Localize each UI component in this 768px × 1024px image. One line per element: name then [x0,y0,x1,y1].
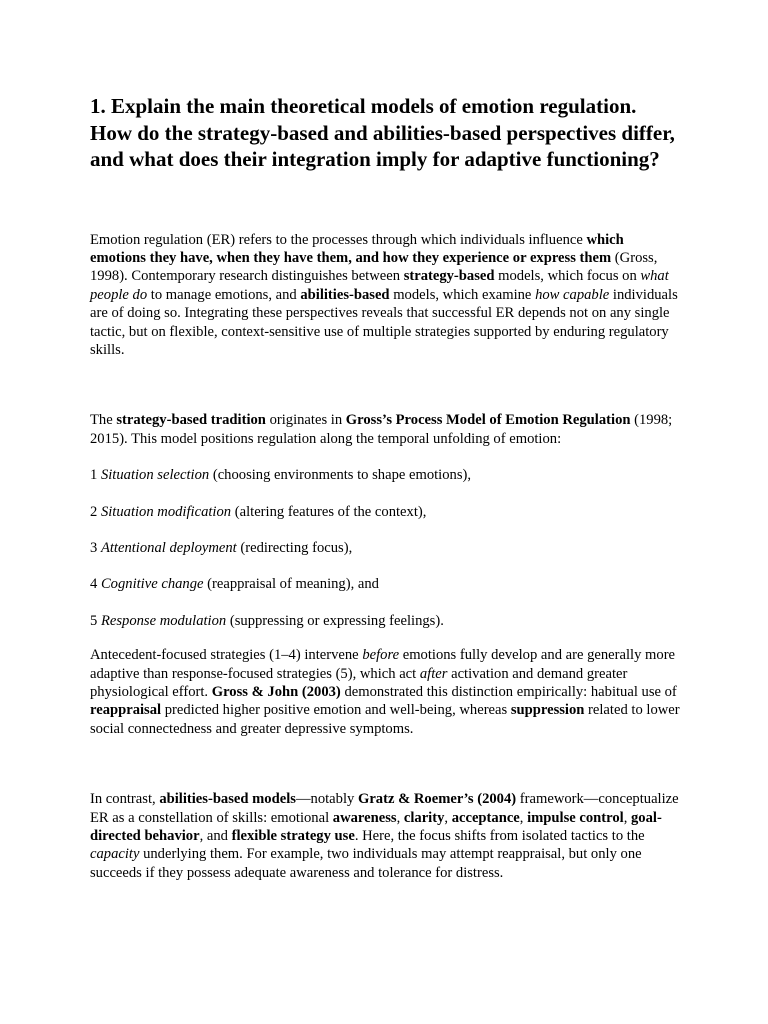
text-run: activation and demand greater physiological effort. [90,665,628,700]
text-run: originates in [265,412,346,429]
bold-run: goal-directed behavior [90,809,662,845]
step-name: Situation selection [100,467,210,484]
bold-run: reappraisal [90,702,162,719]
abilities-paragraph [90,790,682,882]
bold-run: strategy-based tradition [116,412,266,429]
text-run: Antecedent-focused strategies (1–4) intervene [90,647,363,664]
text-run: Emotion regulation (ER) refers to the processes through which individuals influence [90,231,587,248]
italic-run: how capable [535,286,610,303]
step-number: 4 [90,576,101,593]
bold-run: impulse control [527,809,624,826]
text-run: (1998; 2015). This model positions regulation along the temporal unfolding of emotion: [90,412,673,447]
step-number: 1 [90,467,101,484]
text-run: . Here, the focus shifts from isolated tactics to the [354,828,645,845]
text-run: models, which focus on [494,268,641,285]
italic-run: after [419,665,448,682]
step-number: 2 [90,503,101,520]
bold-run: acceptance [451,809,520,826]
text-run: —notably [295,791,358,808]
bold-run: abilities-based [300,286,390,303]
bold-run: clarity [403,809,445,826]
italic-run: what people do [90,268,669,303]
text-run: In contrast, [90,791,160,808]
text-run: , [623,809,631,826]
step-number: 5 [90,612,101,629]
step-number: 3 [90,539,101,556]
bold-run: Gross’s Process Model of Emotion Regulation [345,412,631,429]
step-name: Cognitive change [100,576,204,593]
question-heading: 1. Explain the main theoretical models of emotion regulation. How do the strategy-based and abilities-based perspectives differ, and what does their integration imply for adaptive functioning? [90,94,675,171]
bold-run: Gratz & Roemer’s (2004) [357,791,517,808]
step-item [90,575,682,593]
document-page [90,93,682,882]
step-item [90,612,682,630]
step-description: (reappraisal of meaning), and [203,576,379,593]
text-run: demonstrated this distinction empirically: habitual use of [340,684,677,700]
text-run: , [444,809,452,826]
text-run: emotions fully develop and are generally more adaptive than response-focused strategies (5), which act [90,647,676,682]
step-item [90,539,682,557]
step-item [90,466,682,484]
antecedent-paragraph [90,646,682,738]
bold-run: abilities-based models [159,791,296,808]
text-run: The [90,412,117,429]
text-run: , and [199,828,232,845]
text-run: to manage emotions, and [147,286,301,303]
text-run: , [519,809,528,826]
text-run: , [396,809,404,826]
text-run: individuals are of doing so. Integrating these perspectives reveals that successful ER depends not on any single tactic, but on flexible, context-sensitive use of multiple strategies supported by enduring regulatory skills. [90,286,678,358]
strategy-paragraph [90,411,682,448]
step-item [90,503,682,521]
italic-run: capacity [90,846,140,863]
text-run: (Gross, 1998). Contemporary research distinguishes between [90,249,658,285]
italic-run: before [362,647,400,664]
step-description: (suppressing or expressing feelings). [226,612,444,629]
step-name: Attentional deployment [100,539,237,556]
step-description: (choosing environments to shape emotions), [209,467,472,484]
bold-run: strategy-based [403,268,495,285]
bold-run: flexible strategy use [231,828,355,845]
bold-run: Gross & John (2003) [211,684,341,700]
step-description: (redirecting focus), [236,539,353,556]
bold-run: awareness [332,809,397,826]
step-name: Situation modification [100,503,232,520]
text-run: framework—conceptualize ER as a constellation of skills: emotional [90,791,679,826]
text-run: underlying them. For example, two individuals may attempt reappraisal, but only one succeeds if they possess adequate awareness and tolerance for distress. [90,846,642,881]
intro-paragraph [90,231,682,360]
step-description: (altering features of the context), [231,503,427,520]
text-run: related to lower social connectedness and greater depressive symptoms. [90,702,680,737]
text-run: models, which examine [389,286,536,303]
step-name: Response modulation [100,612,227,629]
bold-run: which emotions they have, when they have them, and how they experience or express them [90,231,624,266]
text-run: predicted higher positive emotion and well-being, whereas [161,702,511,719]
bold-run: suppression [510,702,585,719]
